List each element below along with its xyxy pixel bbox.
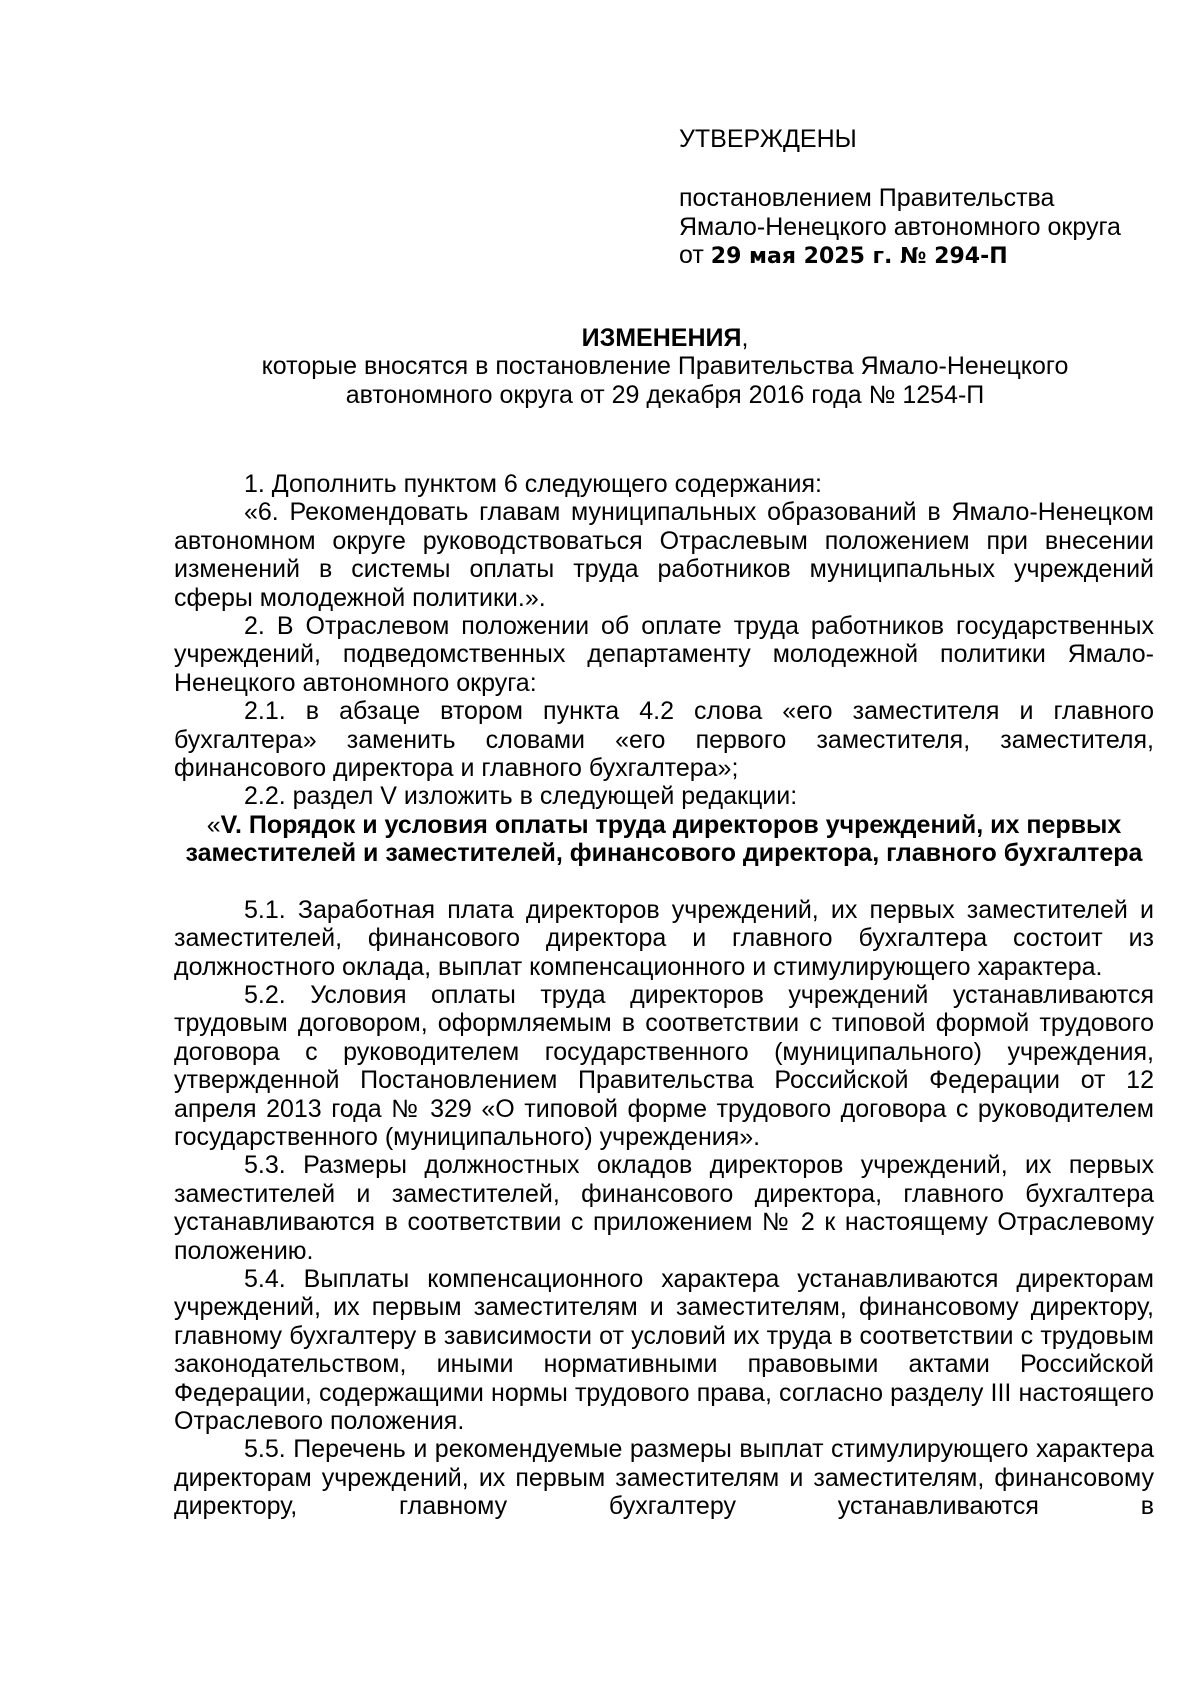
paragraph-5-3: 5.3. Размеры должностных окладов директоров учреждений, их первых заместителей и заместителей, финансового директора, главного бухгалтера устанавливаются в соответствии с приложением № 2 к настоящему Отраслевому положению. — [174, 1151, 1154, 1265]
heading-title: ИЗМЕНЕНИЯ — [581, 324, 742, 352]
approval-block — [679, 125, 1159, 272]
paragraph-1: 1. Дополнить пунктом 6 следующего содержания: — [244, 470, 823, 498]
paragraph-2-1: 2.1. в абзаце втором пункта 4.2 слова «его заместителя и главного бухгалтера» заменить словами «его первого заместителя, заместителя, финансового директора и главного бухгалтера»; — [174, 697, 1154, 783]
paragraph-5-5: 5.5. Перечень и рекомендуемые размеры выплат стимулирующего характера директорам учреждений, их первым заместителям и заместителям, финансовому директору, главному бухгалтеру устанавливаются в — [174, 1435, 1154, 1521]
paragraph-5-1: 5.1. Заработная плата директоров учреждений, их первых заместителей и заместителей, финансового директора и главного бухгалтера состоит из должностного оклада, выплат компенсационного и стимулирующего характера. — [174, 895, 1154, 981]
heading-subtitle-line-2: автономного округа от 29 декабря 2016 года № 1254-П — [345, 380, 985, 409]
paragraph-5-4: 5.4. Выплаты компенсационного характера устанавливаются директорам учреждений, их первым заместителям и заместителям, финансовому директору, главному бухгалтеру в зависимости от условий их труда в соответствии с трудовым законодательством, иными нормативными правовыми актами Российской Федерации, содержащими нормы трудового права, согласно разделу III настоящего Отраслевого положения. — [174, 1264, 1154, 1435]
approval-line-2: Ямало-Ненецкого автономного округа — [679, 212, 1121, 241]
approval-date-line — [679, 241, 1159, 271]
decree-date-number: 29 мая 2025 г. № 294-П — [710, 244, 1008, 270]
paragraph-3: 2. В Отраслевом положении об оплате труда работников государственных учреждений, подведомственных департаменту молодежной политики Ямало-Ненецкого автономного округа: — [174, 612, 1154, 697]
approval-line-1: постановлением Правительства — [679, 184, 1055, 213]
paragraph-5-2: 5.2. Условия оплаты труда директоров учреждений устанавливаются трудовым договором, оформляемым в соответствии с типовой формой трудового договора с руководителем государственного (муниципального) учреждения, утвержденной Постановлением Правительства Российской Федерации от 12 апреля 2013 года № 329 «О типовой форме трудового договора с руководителем государственного (муниципального) учреждения». — [174, 980, 1154, 1151]
heading-title-line — [170, 324, 1160, 352]
document-body — [174, 470, 1154, 1521]
document-heading — [170, 324, 1160, 409]
paragraph-2-2: 2.2. раздел V изложить в следующей редакции: — [244, 782, 798, 811]
approved-label: УТВЕРЖДЕНЫ — [679, 125, 857, 153]
section-v-title — [174, 811, 1154, 868]
section-v-quote: « — [206, 810, 221, 839]
paragraph-2: «6. Рекомендовать главам муниципальных образований в Ямало-Ненецком автономном округе руководствоваться Отраслевым положением при внесении изменений в системы оплаты труда работников муниципальных учреждений сферы молодежной политики.». — [174, 498, 1154, 612]
heading-subtitle-line-1: которые вносятся в постановление Правительства Ямало-Ненецкого — [261, 352, 1069, 381]
heading-title-comma: , — [741, 324, 749, 352]
approval-date-prefix: от — [679, 241, 711, 270]
section-v-title-text: V. Порядок и условия оплаты труда директоров учреждений, их первых заместителей и заместителей, финансового директора, главного бухгалтера — [185, 810, 1143, 868]
